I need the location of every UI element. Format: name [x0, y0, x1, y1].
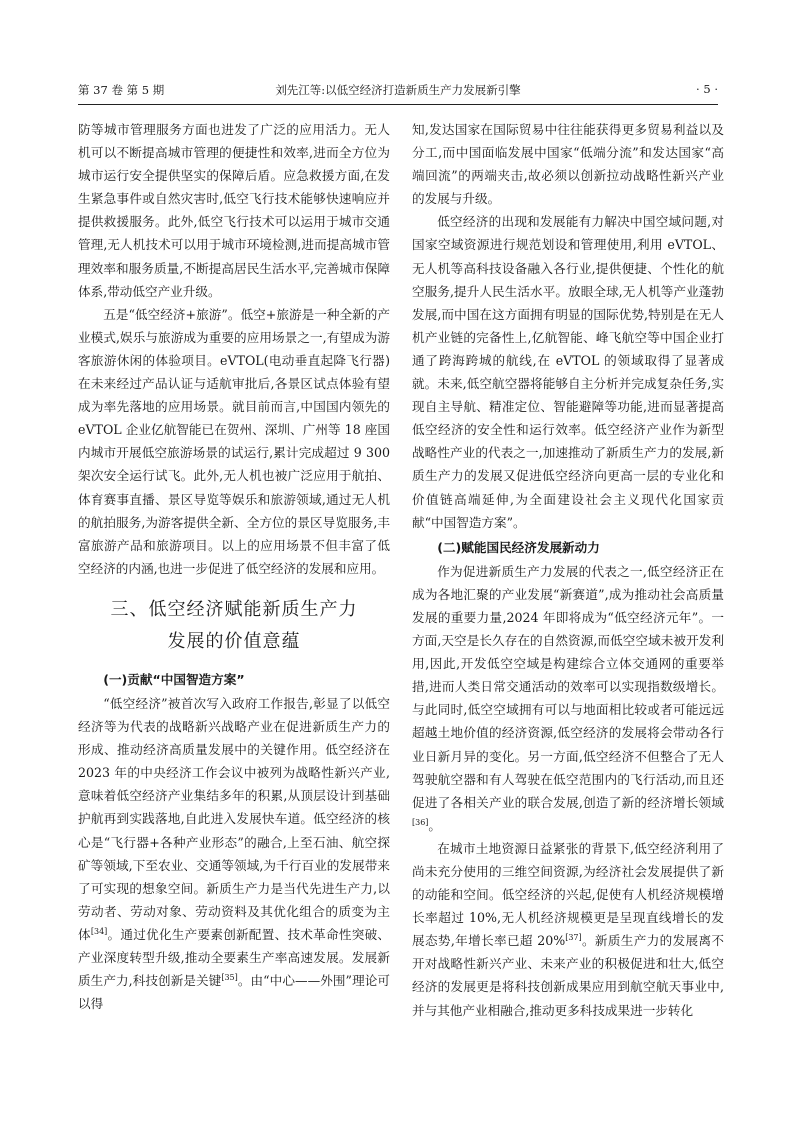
header-rule	[78, 104, 718, 105]
article-running-title: 刘先江等:以低空经济打造新质生产力发展新引擎	[275, 83, 521, 97]
citation: [35]	[221, 972, 238, 982]
text-run: 在城市土地资源日益紧张的背景下,低空经济利用了尚未充分使用的三维空间资源,为经济社会发展提供了新的动能和空间。低空经济的兴起,促使有人机经济规模增长率超过 10%,无人机经济规模更是呈现直线增长的发展态势,年增长率已超 20%	[412, 840, 724, 949]
text-run: 。由“中心——外围”理论可以得	[78, 973, 390, 1012]
section-heading	[78, 594, 390, 658]
left-column	[78, 118, 390, 1015]
journal-volume: 第 37 卷 第 5 期	[78, 83, 165, 97]
page-number: · 5 ·	[696, 82, 718, 96]
text-run: 。	[428, 817, 442, 833]
section-heading-line: 发展的价值意蕴	[167, 630, 301, 652]
citation: [36]	[412, 817, 429, 827]
paragraph	[412, 837, 724, 1022]
paragraph: 低空经济的出现和发展能有力解决中国空域问题,对国家空域资源进行规范划设和管理使用,利用 eVTOL、无人机等高科技设备融入各行业,提供便捷、个性化的航空服务,提升人民生活水平。放眼全球,无人机等产业蓬勃发展,而中国在这方面拥有明显的国际优势,特别是在无人机产业链的完备性上,亿航智能、峰飞航空等中国企业打通了跨海跨城的航线,在 eVTOL 的领域取得了显著成就。未来,低空航空器将能够自主分析并完成复杂任务,实现自主导航、精准定位、智能避障等功能,进而显著提高低空经济的安全性和运行效率。低空经济产业作为新型战略性产业的代表之一,加速推动了新质生产力的发展,新质生产力的发展又促进低空经济向更高一层的专业化和价值链高端延伸,为全面建设社会主义现代化国家贡献“中国智造方案”。	[412, 214, 724, 530]
paragraph	[78, 692, 390, 1015]
subsection-heading: (一)贡献“中国智造方案”	[103, 671, 245, 687]
text-run: 。新质生产力的发展离不开对战略性新兴产业、未来产业的积极促进和壮大,低空经济的发展更是将科技创新成果应用到航空航天事业中,并与其他产业相融合,推动更多科技成果进一步转化	[412, 933, 725, 1018]
citation: [37]	[565, 933, 582, 943]
right-column	[412, 118, 724, 1022]
paragraph	[412, 560, 724, 837]
citation: [34]	[90, 926, 108, 936]
text-run: 作为促进新质生产力发展的代表之一,低空经济正在成为各地汇聚的产业发展“新赛道”,成为推动社会高质量发展的重要力量,2024 年即将成为“低空经济元年”。一方面,天空是长久存在的自然资源,而低空空域未被开发利用,因此,开发低空空域是构建综合立体交通网的重要举措,进而人类日常交通活动的效率可以实现指数级增长。与此同时,低空空域拥有可以与地面相比较或者可能远远超越土地价值的经济资源,低空经济的发展将会带动各行业日新月异的变化。另一方面,低空经济不但整合了无人驾驶航空器和有人驾驶在低空范围内的飞行活动,而且还促进了各相关产业的联合发展,创造了新的经济增长领域	[412, 563, 724, 810]
paragraph: 防等城市管理服务方面也进发了广泛的应用活力。无人机可以不断提高城市管理的便捷性和效率,进而全方位为城市运行安全提供坚实的保障后盾。应急救援方面,在发生紧急事件或自然灾害时,低空飞行技术能够快速响应并提供救援服务。此外,低空飞行技术可以运用于城市交通管理,无人机技术可以用于城市环境检测,进而提高城市管理效率和服务质量,不断提高居民生活水平,完善城市保障体系,带动低空产业升级。	[78, 122, 390, 299]
text-run: 。通过优化生产要素创新配置、技术革命性突破、产业深度转型升级,推动全要素生产率高速发展。发展新质生产力,科技创新是关键	[78, 926, 391, 989]
paragraph: 知,发达国家在国际贸易中往往能获得更多贸易利益以及分工,而中国面临发展中国家“低端分流”和发达国家“高端回流”的两端夹击,故必须以创新拉动战略性新兴产业的发展与升级。	[412, 122, 724, 207]
section-heading-line: 三、低空经济赋能新质生产力	[110, 598, 358, 620]
text-run: “低空经济”被首次写入政府工作报告,彰显了以低空经济等为代表的战略新兴战略产业在促进新质生产力的形成、推动经济高质量发展中的关键作用。低空经济在 2023 年的中央经济工作会议中被列为战略性新兴产业,意味着低空经济产业集结多年的积累,从顶层设计到基础护航再到实践落地,自此进入发展快车道。低空经济的核心是“飞行器+各种产业形态”的融合,上至石油、航空探矿等领域,下至农业、交通等领域,为千行百业的发展带来了可实现的想象空间。新质生产力是当代先进生产力,以劳动者、劳动对象、劳动资料及其优化组合的质变为主体	[78, 695, 390, 942]
subsection-heading: (二)赋能国民经济发展新动力	[437, 539, 600, 555]
paragraph: 五是“低空经济+旅游”。低空+旅游是一种全新的产业模式,娱乐与旅游成为重要的应用场景之一,有望成为游客旅游休闲的体验项目。eVTOL(电动垂直起降飞行器)在未来经过产品认证与适航审批后,各景区试点体验有望成为率先落地的应用场景。就目前而言,中国国内领先的 eVTOL 企业亿航智能已在贺州、深圳、广州等 18 座国内城市开展低空旅游场景的试运行,累计完成超过 9 300 架次安全运行试飞。此外,无人机也被广泛应用于航拍、体育赛事直播、景区导览等娱乐和旅游领域,通过无人机的航拍服务,为游客提供全新、全方位的景区导览服务,丰富旅游产品和旅游项目。以上的应用场景不但丰富了低空经济的内涵,也进一步促进了低空经济的发展和应用。	[78, 306, 390, 576]
running-header	[78, 82, 718, 102]
